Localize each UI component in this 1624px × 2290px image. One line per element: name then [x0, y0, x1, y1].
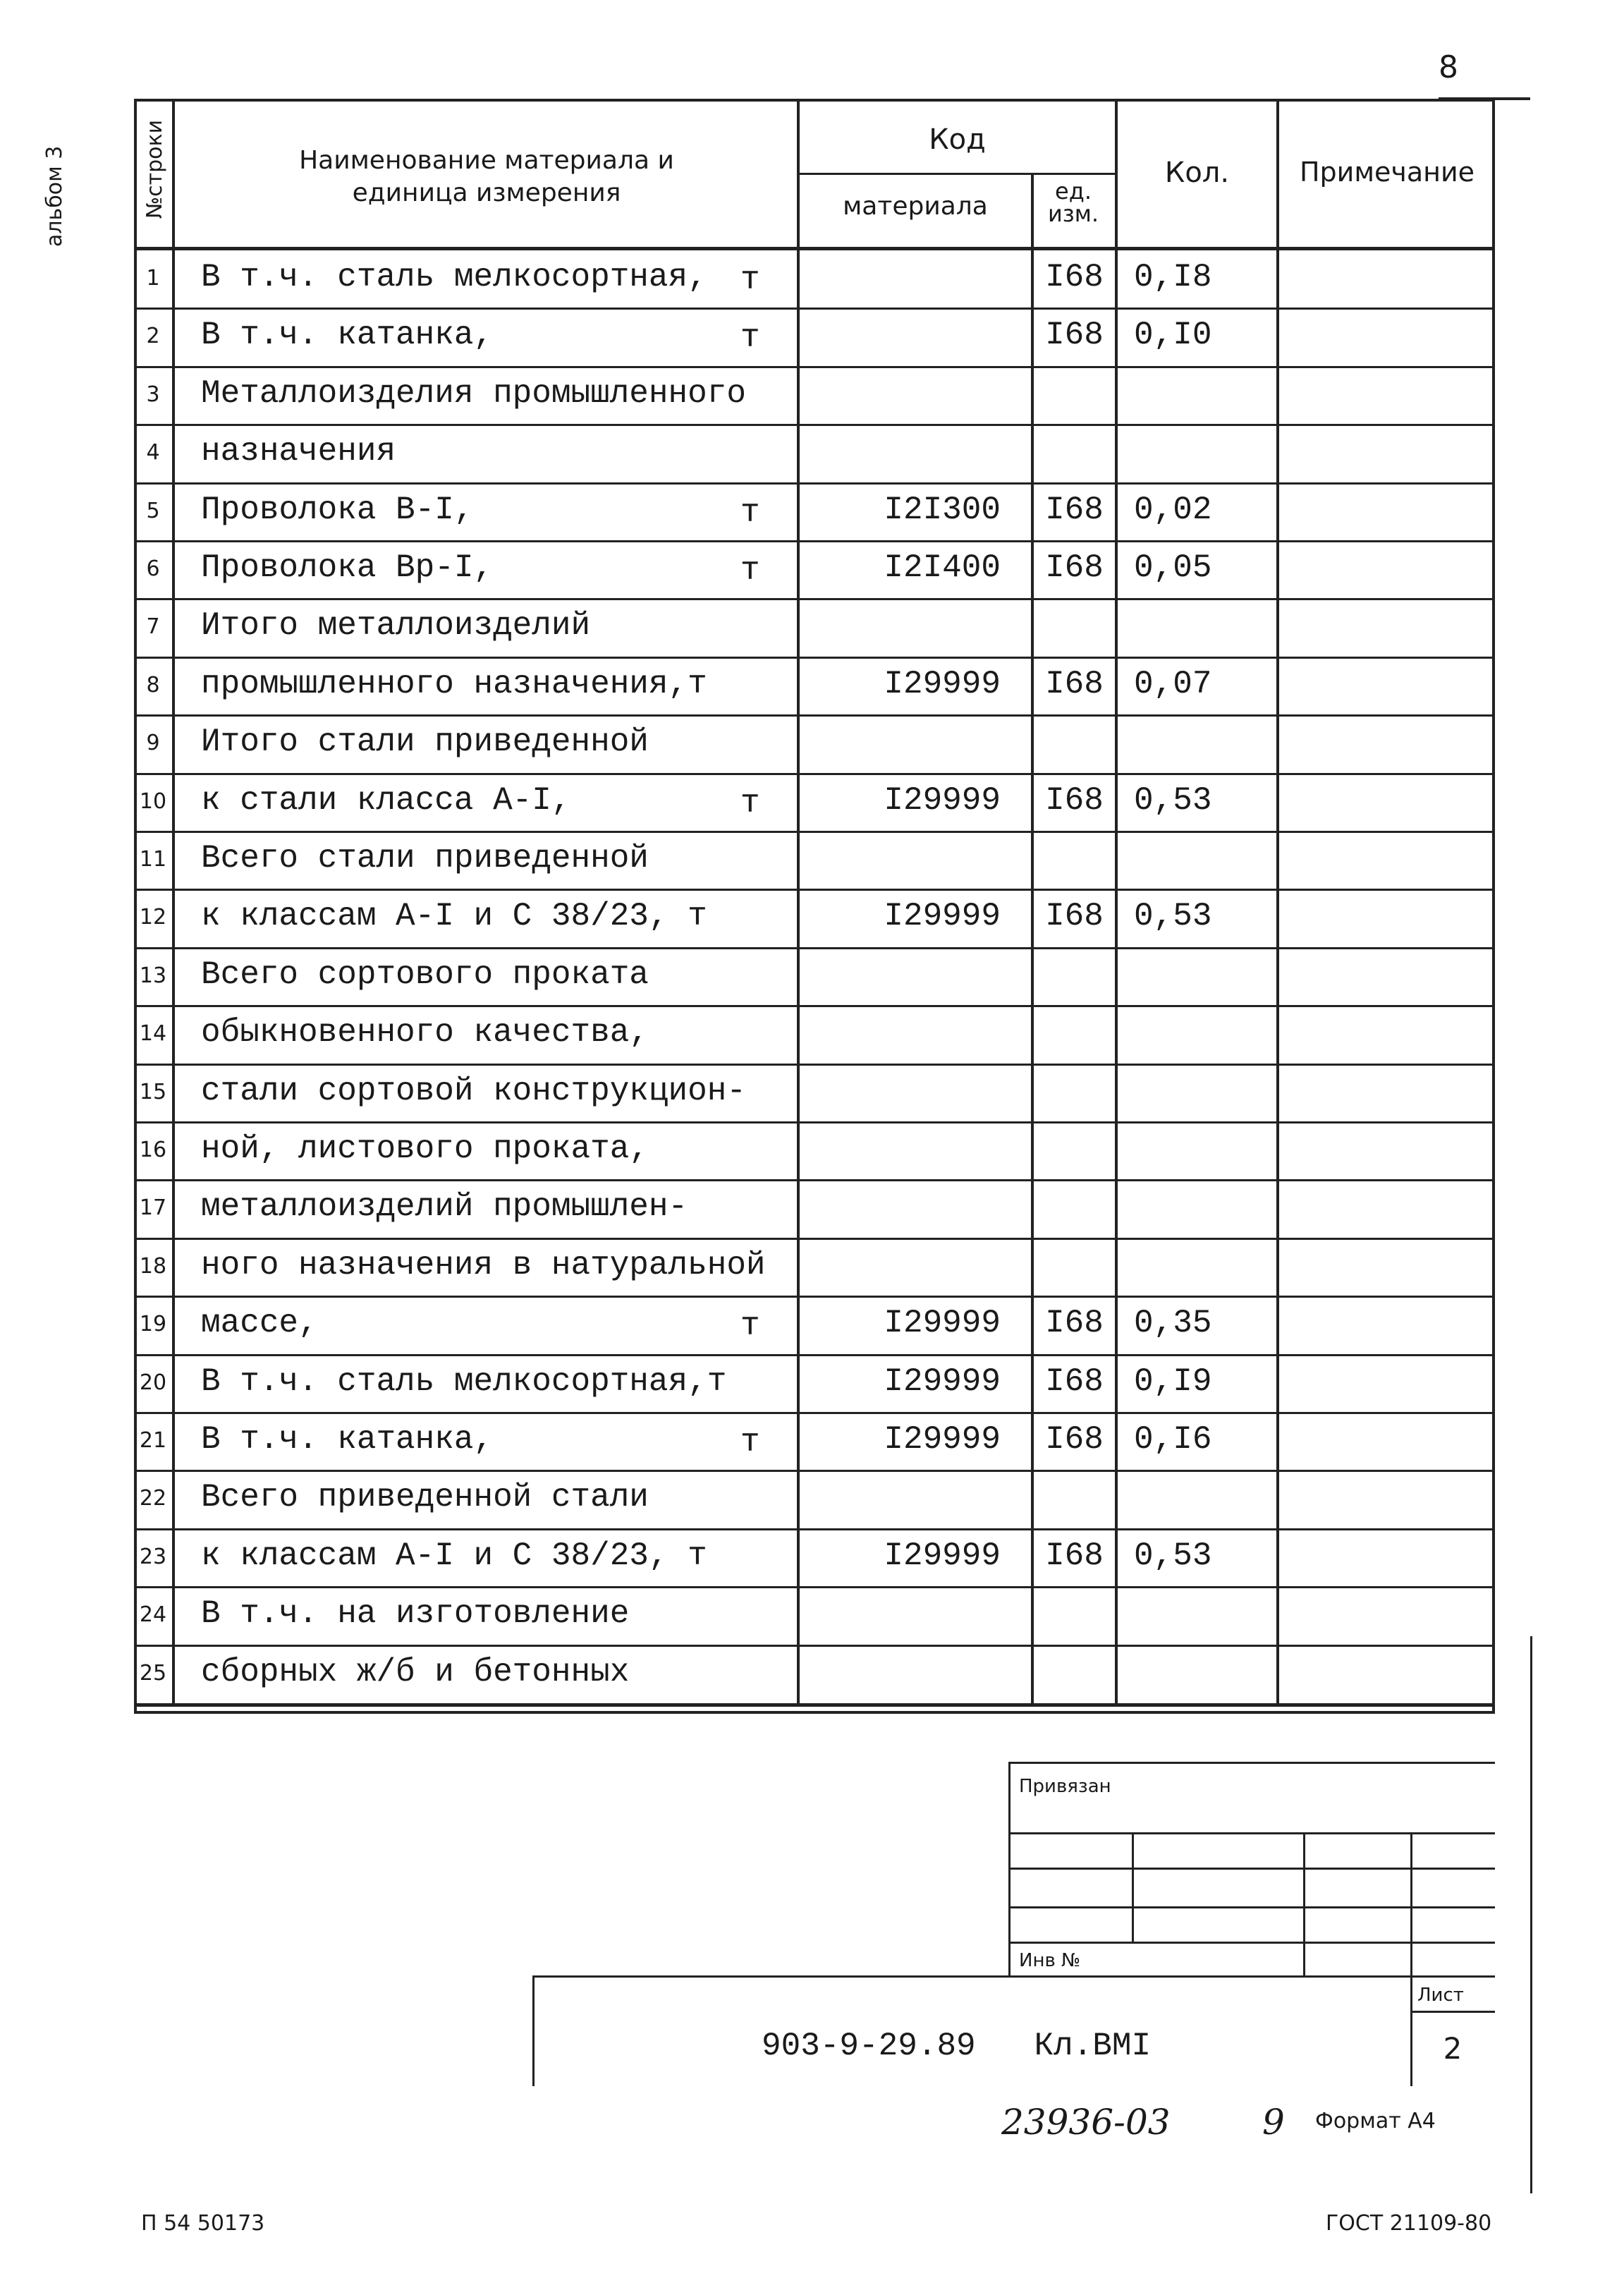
row-number: 13: [139, 963, 167, 988]
row-divider: [134, 889, 1495, 891]
header-row-no: №строки: [142, 119, 167, 219]
material-name: обыкновенного качества,: [201, 1014, 649, 1052]
row-divider: [134, 1005, 1495, 1007]
material-code: I29999: [884, 1537, 1001, 1574]
unit-code: I68: [1045, 1537, 1104, 1574]
unit-suffix: т: [740, 784, 760, 822]
material-code: I2I300: [884, 491, 1001, 528]
row-divider: [134, 366, 1495, 368]
material-name: промышленного назначения,т: [201, 665, 707, 702]
row-number: 3: [146, 382, 160, 407]
row-divider: [134, 1121, 1495, 1123]
row-number: 4: [146, 440, 160, 465]
row-number: 1: [146, 266, 160, 291]
material-code: I29999: [884, 781, 1001, 819]
row-number: 24: [139, 1602, 167, 1628]
row-divider: [134, 657, 1495, 659]
footer-format: Формат А4: [1315, 2109, 1436, 2133]
material-code: I29999: [884, 898, 1001, 935]
row-number: 21: [139, 1428, 167, 1453]
row-divider: [134, 831, 1495, 833]
stamp-col1: [1132, 1832, 1134, 1942]
stamp-doc-code: 903-9-29.89 Кл.ВМI: [762, 2028, 1152, 2064]
unit-code: I68: [1045, 1305, 1104, 1342]
row-number: 10: [139, 788, 167, 814]
row-number: 8: [146, 672, 160, 698]
row-number: 25: [139, 1660, 167, 1686]
header-qty: Кол.: [1164, 157, 1230, 189]
unit-code: I68: [1045, 317, 1104, 354]
footer-page-number: 9: [1262, 2102, 1285, 2143]
row-divider: [134, 1470, 1495, 1472]
footer-left-code: П 54 50173: [141, 2211, 265, 2236]
row-divider: [134, 1412, 1495, 1414]
material-name: металлоизделий промышлен-: [201, 1188, 688, 1226]
row-number: 19: [139, 1312, 167, 1337]
unit-suffix: т: [740, 262, 760, 298]
material-name: стали сортовой конструкцион-: [201, 1072, 746, 1109]
material-name: к классам А-I и С 38/23, т: [201, 898, 707, 935]
row-divider: [134, 1586, 1495, 1588]
stamp-row3: [1008, 1906, 1495, 1908]
row-divider: [134, 1238, 1495, 1240]
row-divider: [134, 1354, 1495, 1356]
material-name: В т.ч. сталь мелкосортная,: [201, 259, 707, 296]
row-divider: [134, 773, 1495, 775]
material-code: I29999: [884, 1363, 1001, 1400]
quantity: 0,I6: [1134, 1421, 1212, 1458]
quantity: 0,53: [1134, 898, 1212, 935]
unit-code: I68: [1045, 898, 1104, 935]
quantity: 0,53: [1134, 781, 1212, 819]
row-divider: [134, 714, 1495, 717]
sheet-label-line: [1410, 2011, 1495, 2013]
stamp-bound: Привязан: [1019, 1776, 1111, 1797]
stamp-top: [1008, 1762, 1495, 1764]
row-number: 17: [139, 1195, 167, 1221]
unit-code: I68: [1045, 259, 1104, 296]
quantity: 0,I9: [1134, 1363, 1212, 1400]
header-name: Наименование материала и единица измерения: [299, 146, 674, 207]
material-name: Металлоизделия промышленного: [201, 374, 746, 412]
col-line-code: [1031, 173, 1034, 1703]
material-name: В т.ч. на изготовление: [201, 1595, 630, 1633]
material-name: назначения: [201, 433, 396, 470]
material-name: В т.ч. катанка,: [201, 317, 494, 354]
stamp-sheet-label: Лист: [1417, 1985, 1464, 2006]
material-name: Итого стали приведенной: [201, 724, 649, 761]
row-number: 5: [146, 498, 160, 523]
unit-suffix: т: [740, 494, 760, 531]
quantity: 0,53: [1134, 1537, 1212, 1574]
quantity: 0,02: [1134, 491, 1212, 528]
unit-code: I68: [1045, 781, 1104, 819]
header-material: материала: [843, 192, 988, 221]
row-divider: [134, 1064, 1495, 1066]
material-name: к стали класса А-I,: [201, 781, 571, 819]
material-name: Всего приведенной стали: [201, 1479, 649, 1516]
col-line-unit: [1115, 99, 1118, 1703]
row-divider: [134, 1179, 1495, 1181]
stamp-inv-no: Инв №: [1019, 1950, 1081, 1971]
side-label: альбом 3: [42, 145, 67, 247]
material-name: В т.ч. сталь мелкосортная,т: [201, 1363, 727, 1400]
quantity: 0,I0: [1134, 317, 1212, 354]
unit-code: I68: [1045, 491, 1104, 528]
material-name: Всего сортового проката: [201, 956, 649, 993]
material-code: I29999: [884, 1305, 1001, 1342]
row-divider: [134, 1296, 1495, 1298]
row-divider: [134, 947, 1495, 949]
row-divider: [134, 424, 1495, 426]
material-name: массе,: [201, 1305, 318, 1342]
col-line-num: [172, 99, 175, 1703]
material-name: В т.ч. катанка,: [201, 1421, 494, 1458]
quantity: 0,I8: [1134, 259, 1212, 296]
row-number: 12: [139, 905, 167, 930]
stamp-row2: [1008, 1868, 1495, 1870]
material-name: сборных ж/б и бетонных: [201, 1653, 630, 1691]
footer-gost: ГОСТ 21109-80: [1326, 2211, 1492, 2236]
stamp-col2: [1303, 1832, 1305, 1975]
row-divider: [134, 482, 1495, 485]
unit-code: I68: [1045, 665, 1104, 702]
unit-suffix: т: [740, 1424, 760, 1461]
unit-code: I68: [1045, 1363, 1104, 1400]
header-note: Примечание: [1299, 157, 1475, 188]
row-divider: [134, 1645, 1495, 1647]
header-bottom-line: [134, 247, 1495, 250]
row-divider: [134, 1528, 1495, 1530]
unit-suffix: т: [740, 319, 760, 357]
right-margin-line: [1530, 1636, 1532, 2193]
row-number: 11: [139, 847, 167, 872]
quantity: 0,35: [1134, 1305, 1212, 1342]
row-divider: [134, 540, 1495, 542]
header-unit: ед. изм.: [1047, 178, 1099, 227]
unit-code: I68: [1045, 1421, 1104, 1458]
material-name: Итого металлоизделий: [201, 607, 591, 645]
material-code: I29999: [884, 1421, 1001, 1458]
material-name: к классам А-I и С 38/23, т: [201, 1537, 707, 1574]
row-divider: [134, 307, 1495, 310]
row-divider: [134, 598, 1495, 600]
quantity: 0,07: [1134, 665, 1212, 702]
quantity: 0,05: [1134, 549, 1212, 586]
material-name: Всего стали приведенной: [201, 840, 649, 877]
row-number: 6: [146, 556, 160, 581]
material-name: Проволока В-I,: [201, 491, 474, 528]
row-number: 22: [139, 1486, 167, 1511]
row-number: 2: [146, 324, 160, 349]
row-number: 20: [139, 1370, 167, 1395]
row-number: 16: [139, 1138, 167, 1162]
row-number: 15: [139, 1079, 167, 1104]
stamp-bottom-top: [532, 1975, 1495, 1978]
stamp-row4: [1008, 1942, 1495, 1944]
row-number: 23: [139, 1544, 167, 1569]
header-code: Код: [929, 123, 986, 156]
stamp-bottom-left: [532, 1975, 535, 2086]
unit-suffix: т: [740, 1308, 760, 1345]
footer-handwritten-number: 23936-03: [1001, 2102, 1171, 2143]
material-code: I2I400: [884, 549, 1001, 586]
row-number: 9: [146, 731, 160, 756]
row-number: 7: [146, 614, 160, 640]
row-number: 18: [139, 1253, 167, 1279]
stamp-sheet-no: 2: [1443, 2031, 1463, 2066]
material-name: ной, листового проката,: [201, 1131, 649, 1167]
unit-suffix: т: [740, 552, 760, 589]
material-name: Проволока Вр-I,: [201, 549, 494, 586]
unit-code: I68: [1045, 549, 1104, 586]
row-number: 14: [139, 1021, 167, 1047]
table-body-bottom: [134, 1703, 1495, 1707]
stamp-row1: [1008, 1832, 1495, 1834]
material-name: ного назначения в натуральной: [201, 1246, 766, 1284]
header-subline: [797, 173, 1115, 175]
page-marker: 8: [1439, 49, 1458, 85]
material-code: I29999: [884, 665, 1001, 702]
